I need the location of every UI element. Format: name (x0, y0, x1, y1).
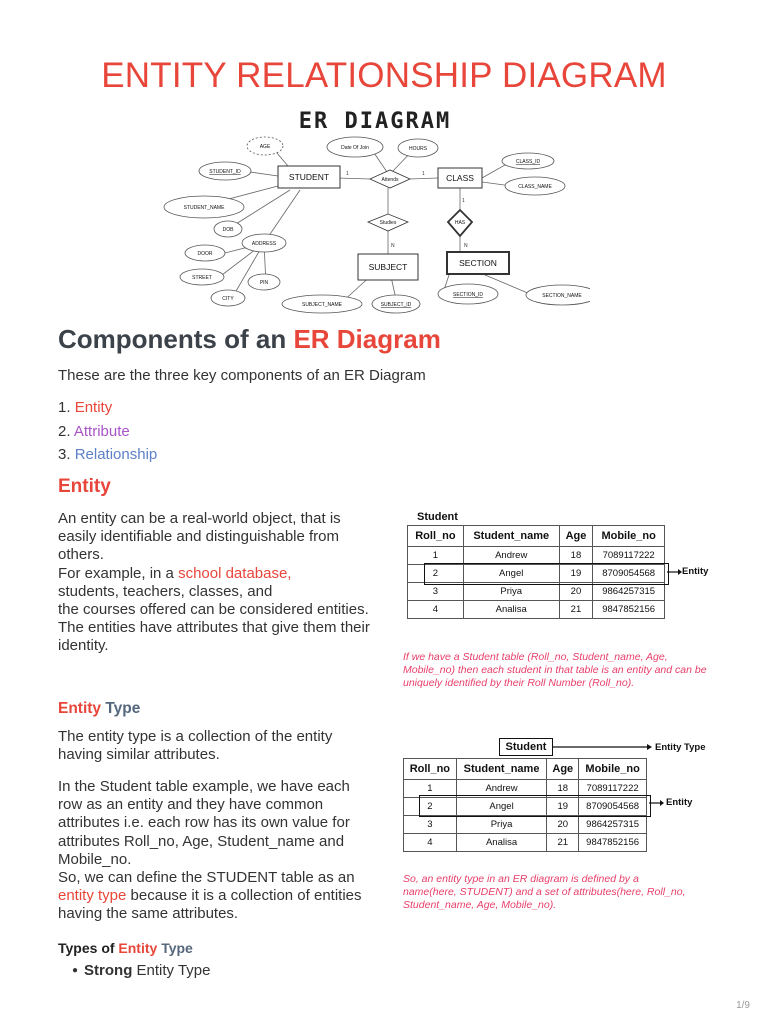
card-1b: 1 (422, 171, 425, 177)
entity-type-callout: Entity Type (655, 742, 706, 753)
entity-p2: For example, in a school database, students, teachers, classes, and (58, 564, 292, 600)
components-heading-prefix: Components of an (58, 324, 294, 354)
card-1a: 1 (346, 171, 349, 177)
attr-street: STREET (192, 275, 212, 281)
er-diagram-image (160, 104, 590, 316)
card-1c: 1 (462, 198, 465, 204)
table-row: 4 Analisa 21 9847852156 (404, 834, 647, 852)
table-row: 2 Angel 19 8709054568 (404, 798, 647, 816)
list-item: ● Strong Entity Type (72, 962, 211, 979)
table-row: 1 Andrew 18 7089117222 (408, 547, 665, 565)
attr-class-name: CLASS_NAME (518, 184, 552, 190)
arrow-right-icon (553, 741, 653, 753)
list-item: 1. Entity (58, 399, 113, 416)
table-header-row: Roll_no Student_name Age Mobile_no (408, 526, 665, 547)
entity-p1: An entity can be a real-world object, that is easily identifiable and distinguishable from others. (58, 510, 341, 564)
entity-description (58, 510, 376, 656)
entity-highlight-box (424, 563, 669, 585)
bullet-icon: ● (72, 965, 79, 976)
entity-section: SECTION (459, 258, 497, 268)
attr-age: AGE (259, 144, 271, 150)
table-row: 4 Analisa 21 9847852156 (408, 601, 665, 619)
attr-dob: DOB (222, 227, 234, 233)
rel-studies: Studies (379, 220, 397, 226)
entity-type-p3: So, we can define the STUDENT table as an entity type because it is a collection of entities having the same attributes. (58, 869, 362, 923)
list-item: 3. Relationship (58, 446, 158, 463)
card-n-b: N (464, 243, 468, 249)
page-number: 1/9 (736, 1000, 750, 1011)
types-heading: Types of Entity Type (58, 940, 193, 956)
attr-date-of-join: Date Of Join (341, 145, 369, 151)
entity-highlight-box-2 (419, 795, 651, 817)
entity-callout-2: Entity (666, 797, 693, 808)
er-diagram-heading: ER DIAGRAM (298, 109, 452, 134)
arrow-right-icon (649, 797, 665, 809)
attr-subject-name: SUBJECT_NAME (301, 302, 343, 308)
attr-class-id: CLASS_ID (515, 159, 541, 165)
entity-class: CLASS (446, 173, 474, 183)
entity-caption: If we have a Student table (Roll_no, Student_name, Age, Mobile_no) then each student in that table is an entity and can be uniquely identified by their Roll Number (Roll_no). (403, 651, 707, 689)
list-link-entity[interactable]: Entity (74, 399, 113, 416)
school-database-link[interactable]: school database, (178, 564, 292, 582)
entity-student: STUDENT (288, 172, 330, 182)
list-link-relationship[interactable]: Relationship (74, 446, 158, 463)
table-row: 2 Angel 19 8709054568 (408, 565, 665, 583)
table-row: 3 Priya 20 9864257315 (404, 816, 647, 834)
components-heading (58, 324, 441, 355)
entity-type-p2: In the Student table example, we have each row as an entity and they have common attributes i.e. each row has its own value for attributes Roll_no, Age, Student_name and Mobile_no. (58, 778, 350, 868)
table-header-row: Roll_no Student_name Age Mobile_no (404, 759, 647, 780)
entity-type-caption: So, an entity type in an ER diagram is defined by a name(here, STUDENT) and a set of attributes(here, Roll_no, Student_name, Age, Mobile_no). (403, 873, 686, 911)
entity-subject: SUBJECT (368, 262, 408, 272)
attr-hours: HOURS (408, 146, 428, 152)
card-n-a: N (391, 243, 395, 249)
attr-section-name: SECTION_NAME (542, 293, 582, 299)
table-row: 3 Priya 20 9864257315 (408, 583, 665, 601)
table2-label: Student (499, 738, 553, 756)
attr-city: CITY (222, 296, 234, 302)
page-title: ENTITY RELATIONSHIP DIAGRAM (101, 56, 667, 95)
entity-type-heading: Entity Type (58, 700, 141, 717)
entity-type-p1: The entity type is a collection of the entity having similar attributes. (58, 728, 333, 764)
rel-attends: Attends (381, 177, 399, 183)
list-item: 2. Attribute (58, 422, 130, 440)
attr-door: DOOR (197, 251, 213, 257)
attr-pin: PIN (259, 280, 269, 286)
table1-label: Student (417, 511, 458, 523)
entity-callout: Entity (682, 566, 709, 577)
entity-type-link[interactable]: entity type (58, 887, 127, 905)
rel-has: HAS (454, 220, 466, 226)
components-intro: These are the three key components of an ER Diagram (58, 367, 426, 384)
attr-student-name: STUDENT_NAME (183, 205, 225, 211)
table-row: 1 Andrew 18 7089117222 (404, 780, 647, 798)
attr-address: ADDRESS (251, 241, 277, 247)
arrow-right-icon (667, 566, 683, 578)
list-link-attribute[interactable]: Attribute (73, 422, 130, 440)
attr-subject-id: SUBJECT_ID (380, 302, 412, 308)
attr-section-id: SECTION_ID (452, 292, 484, 298)
entity-p3: the courses offered can be considered entities. The entities have attributes that give them their identity. (58, 601, 370, 655)
attr-student-id: STUDENT_ID (209, 169, 241, 175)
entity-heading: Entity (58, 476, 111, 497)
components-heading-highlight: ER Diagram (293, 324, 441, 354)
components-list (58, 396, 157, 467)
